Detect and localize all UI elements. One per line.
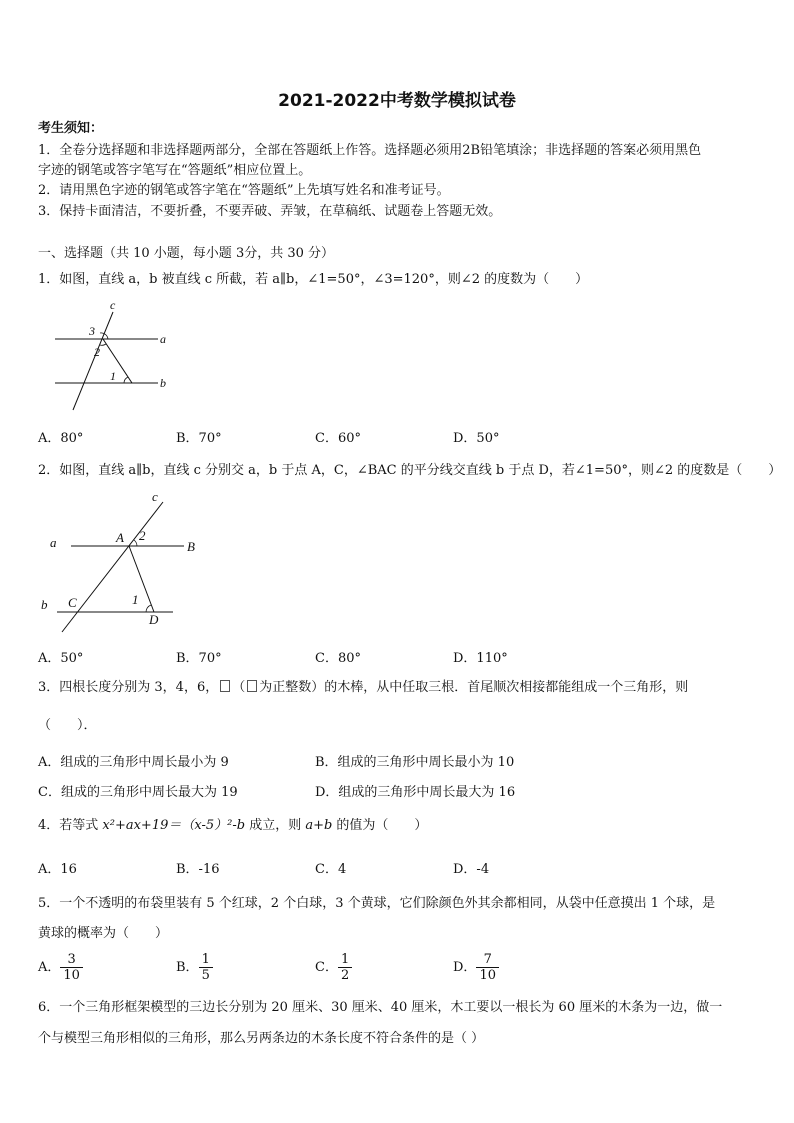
q3-option-d: D．组成的三角形中周长最大为 16 — [315, 785, 516, 800]
q4-option-d: D．-4 — [453, 862, 490, 877]
q1-label-3: 3 — [89, 324, 95, 338]
notice-line-1b: 字迹的钢笔或答字笔写在“答题纸”相应位置上。 — [38, 163, 312, 178]
q5-option-b-den: 5 — [201, 968, 210, 983]
q6-stem-line-1: 6．一个三角形框架模型的三边长分别为 20 厘米、30 厘米、40 厘米，木工要以一根长为 60 厘米的木条为一边，做一 — [38, 1000, 723, 1015]
q3-stem-post: 为正整数）的木棒，从中任取三根．首尾顺次相接都能组成一个三角形，则 — [259, 680, 689, 695]
q1-option-a: A．80° — [38, 431, 84, 446]
q1-option-d: D．50° — [453, 431, 500, 446]
q4-option-c: C．4 — [315, 862, 347, 877]
q5-option-d-label: D． — [453, 960, 477, 975]
q4-stem-pre: 4．若等式 — [38, 818, 103, 833]
q1-label-a: a — [160, 332, 166, 346]
q3-placeholder-box — [220, 680, 230, 692]
q5-stem-line-1: 5．一个不透明的布袋里装有 5 个红球，2 个白球，3 个黄球，它们除颜色外其余都相同，从袋中任意摸出 1 个球，是 — [38, 896, 716, 911]
q5-option-a — [38, 952, 83, 983]
q1-label-b: b — [160, 376, 166, 390]
q2-option-a: A．50° — [38, 651, 84, 666]
notice-line-3: 3．保持卡面清洁，不要折叠，不要弄破、弄皱，在草稿纸、试题卷上答题无效。 — [38, 204, 502, 219]
notice-line-1: 1．全卷分选择题和非选择题两部分，全部在答题纸上作答。选择题必须用2B铅笔填涂；非选择题的答案必须用黑色 — [38, 143, 702, 158]
q5-option-c-den: 2 — [340, 968, 350, 983]
q5-option-b — [176, 952, 213, 983]
q2-option-b: B．70° — [176, 651, 222, 666]
q3-stem — [38, 680, 688, 696]
q1-option-c: C．60° — [315, 431, 361, 446]
q2-label-c: c — [152, 489, 158, 504]
q4-option-b: B．-16 — [176, 862, 220, 877]
q2-label-2: 2 — [139, 528, 146, 543]
q1-stem: 1．如图，直线 a，b 被直线 c 所截，若 a∥b，∠1=50°，∠3=120°，则∠2 的度数为（ ） — [38, 272, 589, 287]
q1-option-b: B．70° — [176, 431, 222, 446]
q1-figure — [50, 296, 175, 412]
q5-option-b-num: 1 — [199, 952, 213, 968]
q1-label-1: 1 — [110, 369, 116, 383]
q5-option-c — [315, 952, 352, 983]
q4-stem — [38, 818, 427, 834]
q2-label-D: D — [149, 612, 159, 627]
q1-label-2: 2 — [94, 345, 100, 359]
q2-label-a: a — [50, 535, 57, 550]
q4-a-plus-b: a+b — [305, 818, 333, 833]
q4-option-a: A．16 — [38, 862, 77, 877]
q5-option-b-label: B． — [176, 960, 199, 975]
q3-option-c: C．组成的三角形中周长最大为 19 — [38, 785, 238, 800]
q3-placeholder-box-2 — [247, 680, 257, 692]
q3-option-a: A．组成的三角形中周长最小为 9 — [38, 755, 229, 770]
q6-stem-line-2: 个与模型三角形相似的三角形，那么另两条边的木条长度不符合条件的是（ ） — [38, 1031, 485, 1046]
q4-stem-mid: 成立，则 — [245, 818, 306, 833]
q2-figure — [38, 488, 208, 638]
q2-option-c: C．80° — [315, 651, 361, 666]
q2-label-A: A — [116, 530, 124, 545]
q2-label-B: B — [187, 539, 195, 554]
notice-line-2: 2．请用黑色字迹的钢笔或答字笔在“答题纸”上先填写姓名和准考证号。 — [38, 183, 450, 198]
q2-label-b: b — [41, 597, 48, 612]
q4-expression: x²+ax+19＝（x-5）²-b — [102, 818, 246, 833]
page-title: 2021-2022中考数学模拟试卷 — [278, 91, 516, 111]
q2-option-d: D．110° — [453, 651, 508, 666]
q5-option-a-den: 10 — [63, 968, 80, 983]
q3-stem-mid: （ — [232, 680, 246, 695]
q5-option-a-label: A． — [38, 960, 61, 975]
q5-option-a-num: 3 — [60, 952, 83, 968]
q3-option-b: B．组成的三角形中周长最小为 10 — [315, 755, 515, 770]
q1-label-c: c — [110, 298, 116, 312]
q2-label-1: 1 — [132, 592, 139, 607]
q4-stem-post: 的值为（ ） — [332, 818, 428, 833]
q3-stem-pre: 3．四根长度分别为 3，4，6， — [38, 680, 219, 695]
notice-heading: 考生须知： — [38, 121, 104, 136]
q5-option-d — [453, 952, 499, 983]
section-heading: 一、选择题（共 10 小题，每小题 3分，共 30 分） — [38, 246, 335, 261]
q5-option-d-num: 7 — [476, 952, 499, 968]
q3-paren: （ ）． — [38, 718, 97, 733]
q5-option-d-den: 10 — [479, 968, 496, 983]
q5-option-c-num: 1 — [338, 952, 352, 968]
q2-label-C: C — [68, 595, 77, 610]
q2-stem: 2．如图，直线 a∥b，直线 c 分别交 a，b 于点 A，C，∠BAC 的平分线交直线 b 于点 D，若∠1=50°，则∠2 的度数是（ ） — [38, 463, 782, 478]
q5-stem-line-2: 黄球的概率为（ ） — [38, 926, 169, 941]
q5-option-c-label: C． — [315, 960, 338, 975]
